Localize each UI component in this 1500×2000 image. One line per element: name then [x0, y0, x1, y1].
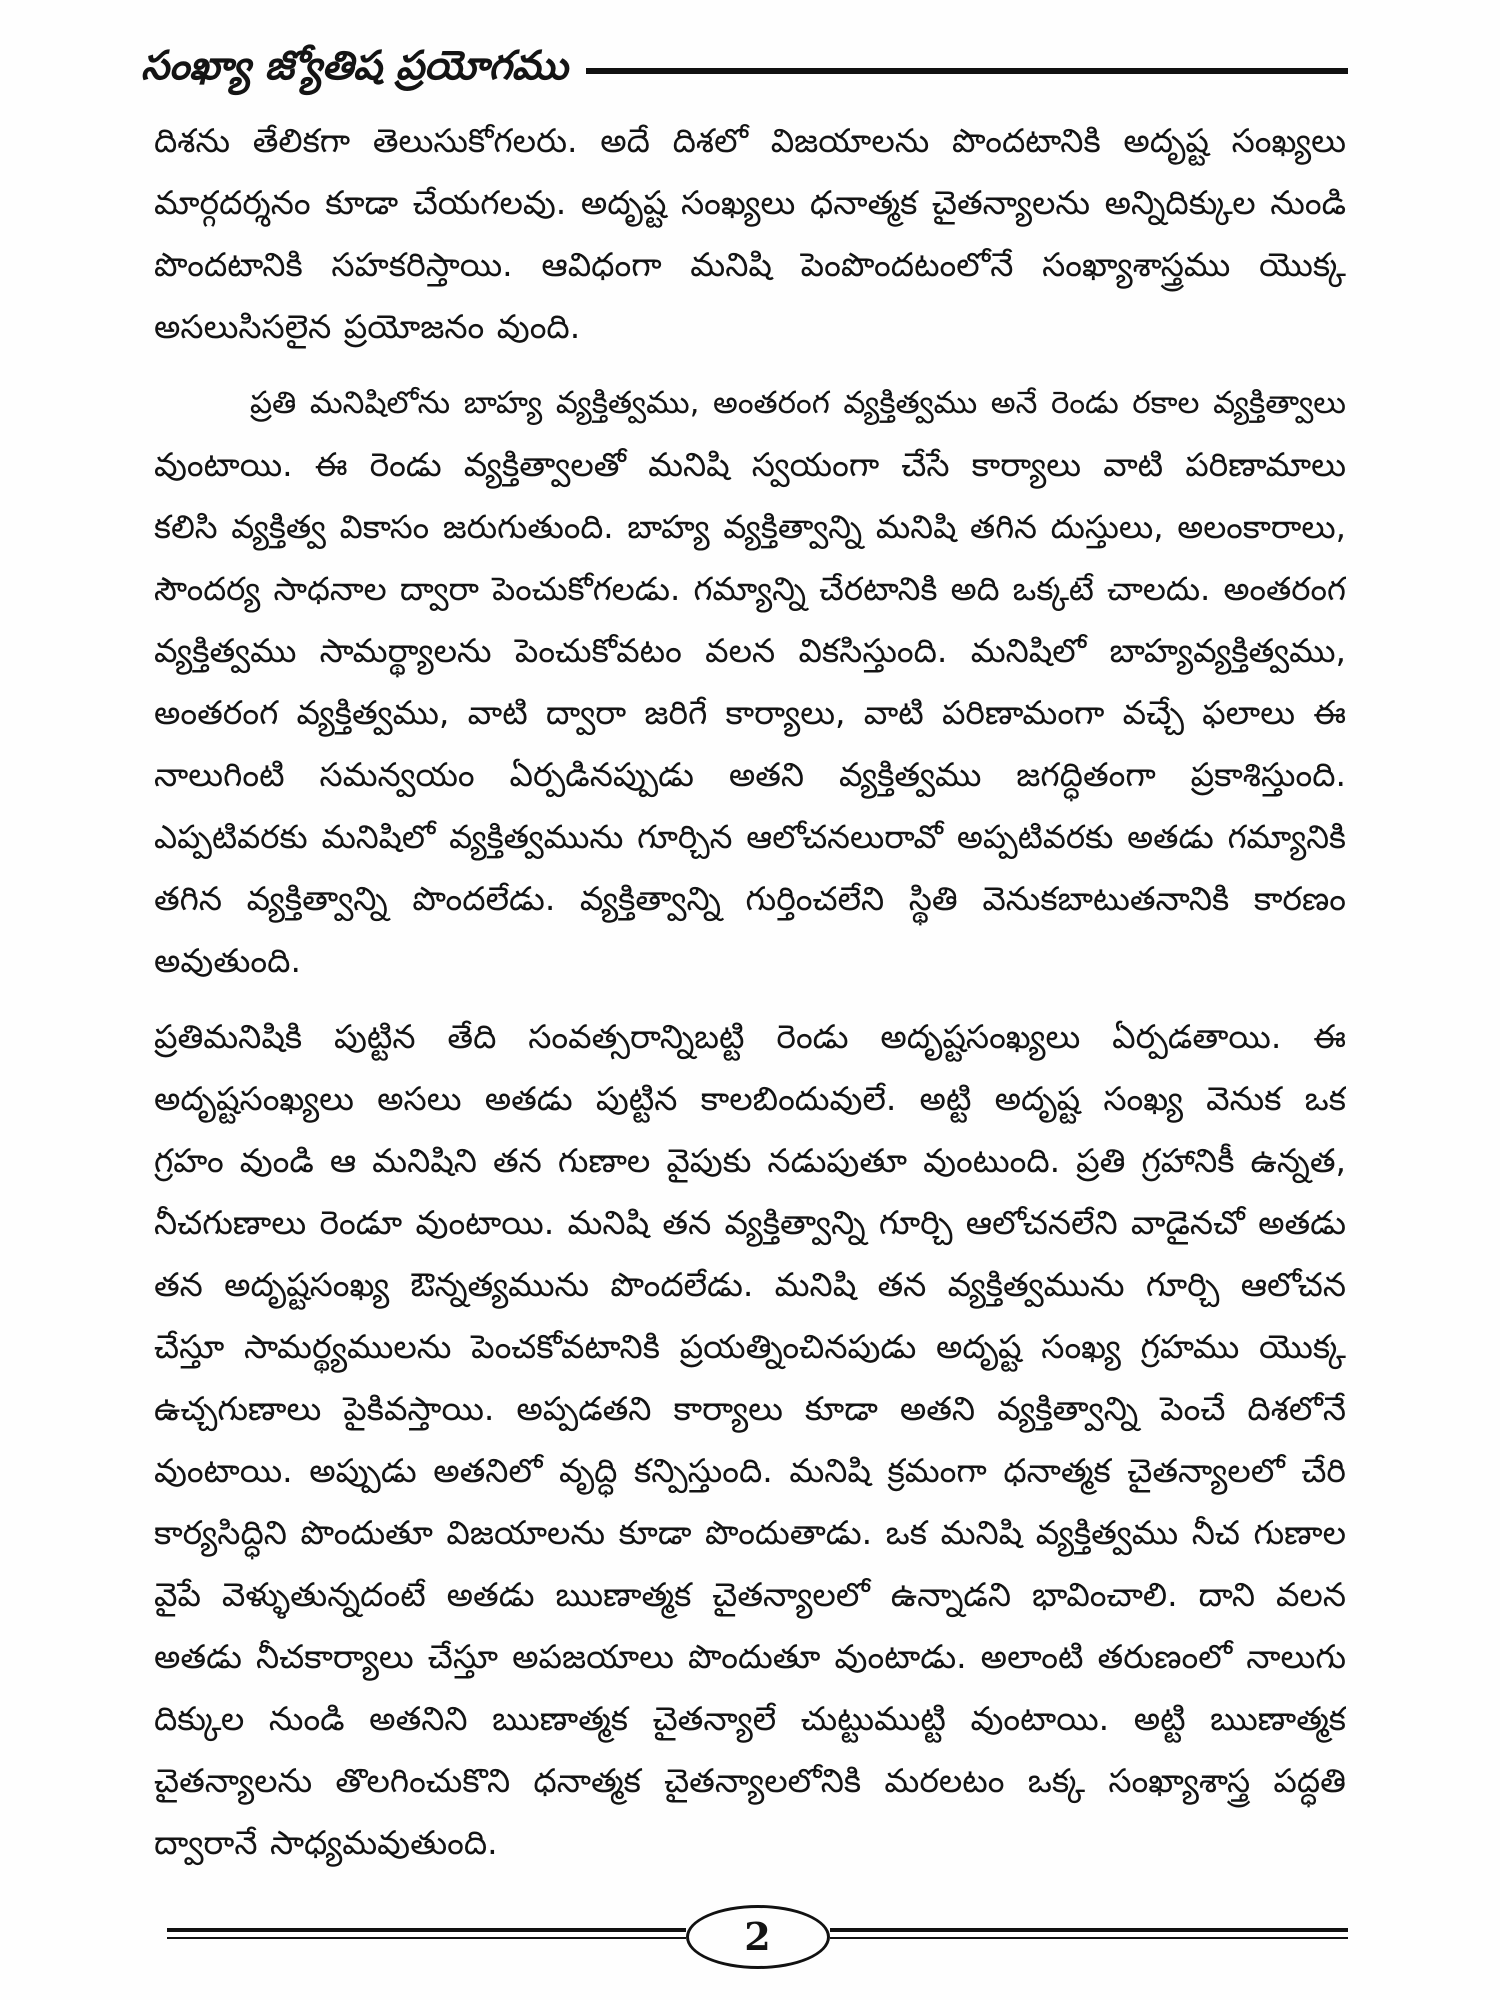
- text-line: ద్వారానే సాధ్యమవుతుంది.: [154, 1823, 498, 1862]
- text-line: అవుతుంది.: [154, 941, 301, 980]
- page-number-oval: [686, 1905, 830, 1969]
- text-line: దిశను తేలికగా తెలుసుకోగలరు. అదే దిశలో విజయాలను పొందటానికి అదృష్ట సంఖ్యలు: [154, 121, 1346, 160]
- text-line: అసలుసిసలైన ప్రయోజనం వుంది.: [154, 307, 581, 346]
- text-line: నీచగుణాలు రెండూ వుంటాయి. మనిషి తన వ్యక్తిత్వాన్ని గూర్చి ఆలోచనలేని వాడైనచో అతడు: [154, 1203, 1346, 1242]
- paragraph: [154, 1006, 1346, 1874]
- text-line: అంతరంగ వ్యక్తిత్వము, వాటి ద్వారా జరిగే కార్యాలు, వాటి పరిణామంగా వచ్చే ఫలాలు ఈ: [154, 693, 1346, 732]
- page-footer: [167, 1904, 1348, 1970]
- text-line: అదృష్టసంఖ్యలు అసలు అతడు పుట్టిన కాలబిందువులే. అట్టి అదృష్ట సంఖ్య వెనుక ఒక: [154, 1079, 1346, 1118]
- text-line: సౌందర్య సాధనాల ద్వారా పెంచుకోగలడు. గమ్యాన్ని చేరటానికి అది ఒక్కటే చాలదు. అంతరంగ: [154, 570, 1346, 608]
- text-line: గ్రహం వుండి ఆ మనిషిని తన గుణాల వైపుకు నడుపుతూ వుంటుంది. ప్రతి గ్రహానికీ ఉన్నత,: [154, 1141, 1346, 1180]
- header-rule: [586, 68, 1348, 74]
- text-line: చేస్తూ సామర్థ్యములను పెంచకోవటానికి ప్రయత్నించినపుడు అదృష్ట సంఖ్య గ్రహము యొక్క: [154, 1327, 1346, 1366]
- paragraph: [154, 372, 1346, 992]
- text-line: కలిసి వ్యక్తిత్వ వికాసం జరుగుతుంది. బాహ్య వ్యక్తిత్వాన్ని మనిషి తగిన దుస్తులు, అలంకారాలు,: [154, 508, 1346, 546]
- text-line: ఉచ్చగుణాలు పైకివస్తాయి. అప్పడతని కార్యాలు కూడా అతని వ్యక్తిత్వాన్ని పెంచే దిశలోనే: [154, 1389, 1346, 1428]
- body-text: [154, 110, 1346, 1874]
- text-line: నాలుగింటి సమన్వయం ఏర్పడినప్పుడు అతని వ్యక్తిత్వము జగద్ధితంగా ప్రకాశిస్తుంది.: [154, 755, 1346, 794]
- text-line: మార్గదర్శనం కూడా చేయగలవు. అదృష్ట సంఖ్యలు ధనాత్మక చైతన్యాలను అన్నిదిక్కుల నుండి: [154, 183, 1346, 222]
- text-line: కార్యసిద్ధిని పొందుతూ విజయాలను కూడా పొందుతాడు. ఒక మనిషి వ్యక్తిత్వము నీచ గుణాల: [154, 1513, 1346, 1552]
- page-number: 2: [744, 1914, 771, 1959]
- text-line: ప్రతిమనిషికి పుట్టిన తేది సంవత్సరాన్నిబట్టి రెండు అదృష్టసంఖ్యలు ఏర్పడతాయి. ఈ: [154, 1017, 1346, 1056]
- header-title: సంఖ్యా జ్యోతిష ప్రయోగము: [141, 43, 568, 89]
- running-header: [141, 36, 1348, 96]
- text-line: దిక్కుల నుండి అతనిని ఋణాత్మక చైతన్యాలే చుట్టుముట్టి వుంటాయి. అట్టి ఋణాత్మక: [154, 1699, 1346, 1738]
- text-line: పొందటానికి సహకరిస్తాయి. ఆవిధంగా మనిషి పెంపొందటంలోనే సంఖ్యాశాస్త్రము యొక్క: [154, 245, 1346, 284]
- text-line: అతడు నీచకార్యాలు చేస్తూ అపజయాలు పొందుతూ వుంటాడు. అలాంటి తరుణంలో నాలుగు: [154, 1637, 1346, 1676]
- footer-rule-left: [167, 1928, 686, 1939]
- footer-rule-right: [830, 1928, 1349, 1939]
- text-line: వుంటాయి. అప్పుడు అతనిలో వృద్ధి కన్పిస్తుంది. మనిషి క్రమంగా ధనాత్మక చైతన్యాలలో చేరి: [154, 1451, 1346, 1490]
- text-line: తగిన వ్యక్తిత్వాన్ని పొందలేడు. వ్యక్తిత్వాన్ని గుర్తించలేని స్థితి వెనుకబాటుతనానికి కారణం: [154, 879, 1346, 918]
- text-line: చైతన్యాలను తొలగించుకొని ధనాత్మక చైతన్యాలలోనికి మరలటం ఒక్క సంఖ్యాశాస్త్ర పద్ధతి: [154, 1761, 1346, 1800]
- text-line: వ్యక్తిత్వము సామర్థ్యాలను పెంచుకోవటం వలన వికసిస్తుంది. మనిషిలో బాహ్యవ్యక్తిత్వము,: [154, 631, 1346, 670]
- text-line: ప్రతి మనిషిలోను బాహ్య వ్యక్తిత్వము, అంతరంగ వ్యక్తిత్వము అనే రెండు రకాల వ్యక్తిత్వాలు: [250, 385, 1346, 421]
- text-line: తన అదృష్టసంఖ్య ఔన్నత్యమును పొందలేడు. మనిషి తన వ్యక్తిత్వమును గూర్చి ఆలోచన: [154, 1265, 1346, 1304]
- text-line: వైపే వెళ్ళుతున్నదంటే అతడు ఋణాత్మక చైతన్యాలలో ఉన్నాడని భావించాలి. దాని వలన: [154, 1575, 1346, 1614]
- text-line: ఎప్పటివరకు మనిషిలో వ్యక్తిత్వమును గూర్చిన ఆలోచనలురావో అప్పటివరకు అతడు గమ్యానికి: [154, 818, 1346, 856]
- paragraph: [154, 110, 1346, 358]
- text-line: వుంటాయి. ఈ రెండు వ్యక్తిత్వాలతో మనిషి స్వయంగా చేసే కార్యాలు వాటి పరిణామాలు: [154, 445, 1346, 484]
